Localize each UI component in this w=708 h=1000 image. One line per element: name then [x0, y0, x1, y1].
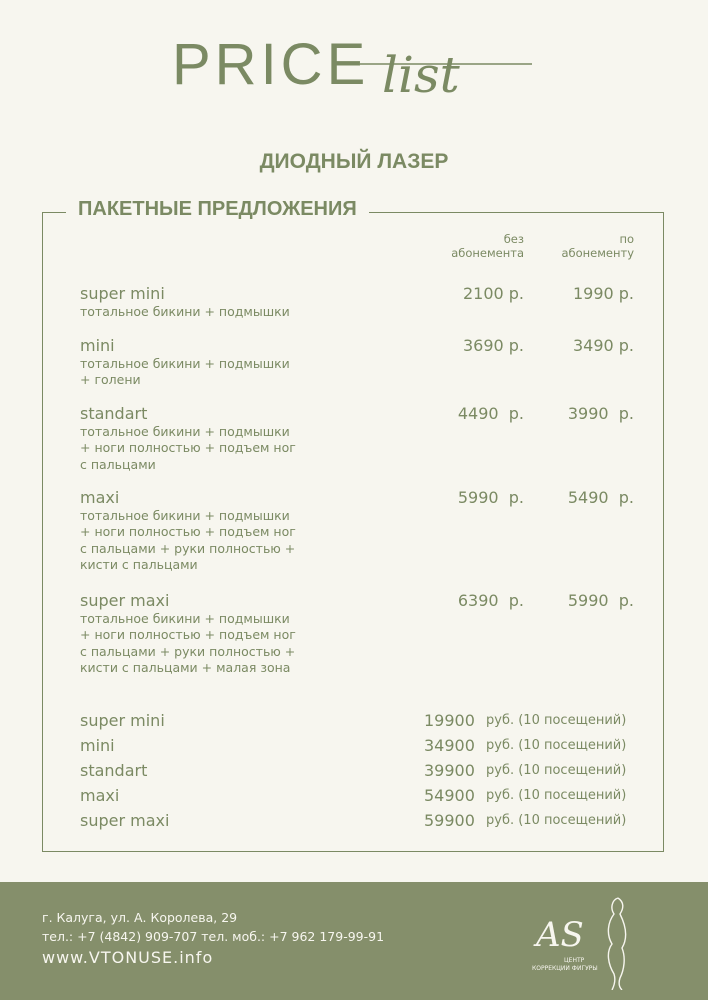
- price-subscription: 5990 р.: [567, 591, 634, 610]
- package-description-line: тотальное бикини + подмышки: [80, 508, 290, 523]
- section-title: ПАКЕТНЫЕ ПРЕДЛОЖЕНИЯ: [66, 198, 369, 221]
- price-subscription: 1990 р.: [572, 284, 634, 303]
- subscription-unit: руб. (10 посещений): [486, 763, 627, 778]
- package-description-line: тотальное бикини + подмышки: [80, 304, 290, 319]
- subscription-name: mini: [80, 736, 115, 755]
- package-name: super mini: [80, 284, 165, 303]
- price-subscription: 3490 р.: [572, 336, 634, 355]
- footer-website-link[interactable]: www.VTONUSE.info: [42, 948, 214, 967]
- svg-text:ЦЕНТР: ЦЕНТР: [564, 957, 585, 964]
- footer-address: г. Калуга, ул. А. Королева, 29: [42, 910, 238, 925]
- package-description-line: кисти с пальцами + малая зона: [80, 659, 291, 675]
- package-item: [80, 405, 380, 473]
- price-no-subscription: 4490 р.: [457, 404, 524, 423]
- list-script-title: [360, 30, 540, 120]
- subscription-price: 39900: [424, 761, 475, 780]
- package-description-line: + ноги полностью + подъем ног: [80, 627, 296, 643]
- subscription-unit: руб. (10 посещений): [486, 813, 627, 828]
- subscription-name: maxi: [80, 786, 120, 805]
- package-description-line: тотальное бикини + подмышки: [80, 356, 290, 371]
- page-subtitle: ДИОДНЫЙ ЛАЗЕР: [259, 150, 449, 173]
- price-subscription: 3990 р.: [567, 404, 634, 423]
- package-description: [80, 508, 380, 573]
- package-description-line: кисти с пальцами: [80, 556, 198, 572]
- price-no-subscription: 2100 р.: [462, 284, 524, 303]
- package-item: [80, 285, 380, 320]
- svg-text:КОРРЕКЦИИ ФИГУРЫ: КОРРЕКЦИИ ФИГУРЫ: [532, 965, 598, 972]
- svg-text:AS: AS: [536, 915, 584, 955]
- subscription-unit: руб. (10 посещений): [486, 738, 627, 753]
- column-header-subscription: по абонементу: [561, 232, 634, 260]
- package-description: [80, 611, 380, 676]
- subscription-price: 19900: [424, 711, 475, 730]
- page-title: PRICE: [172, 32, 370, 97]
- subscription-price: 34900: [424, 736, 475, 755]
- package-item: [80, 337, 380, 389]
- package-description-line: + ноги полностью + подъем ног: [80, 440, 296, 456]
- subscription-price: 59900: [424, 811, 475, 830]
- package-description-line: с пальцами: [80, 456, 156, 472]
- package-description-line: с пальцами + руки полностью +: [80, 540, 296, 556]
- subscription-name: super maxi: [80, 811, 170, 830]
- package-name: maxi: [80, 488, 120, 507]
- subscription-price: 54900: [424, 786, 475, 805]
- price-subscription: 5490 р.: [567, 488, 634, 507]
- price-no-subscription: 6390 р.: [457, 591, 524, 610]
- package-description-line: с пальцами + руки полностью +: [80, 643, 296, 659]
- package-name: mini: [80, 336, 115, 355]
- subscription-name: standart: [80, 761, 148, 780]
- package-description-line: + голени: [80, 372, 141, 388]
- package-description: [80, 424, 380, 473]
- package-description-line: тотальное бикини + подмышки: [80, 611, 290, 626]
- package-item: [80, 489, 380, 573]
- subscription-name: super mini: [80, 711, 165, 730]
- package-description-line: + ноги полностью + подъем ног: [80, 524, 296, 540]
- column-header-no-subscription: без абонемента: [451, 232, 524, 260]
- company-logo: [528, 890, 640, 990]
- subscription-unit: руб. (10 посещений): [486, 788, 627, 803]
- price-no-subscription: 5990 р.: [457, 488, 524, 507]
- footer-phones: тел.: +7 (4842) 909-707 тел. моб.: +7 962 179-99-91: [42, 929, 385, 944]
- svg-text:list: list: [382, 46, 460, 104]
- price-no-subscription: 3690 р.: [462, 336, 524, 355]
- package-item: [80, 592, 380, 676]
- package-description-line: тотальное бикини + подмышки: [80, 424, 290, 439]
- package-description: [80, 304, 380, 320]
- subscription-unit: руб. (10 посещений): [486, 713, 627, 728]
- package-description: [80, 356, 380, 389]
- package-name: standart: [80, 404, 148, 423]
- package-name: super maxi: [80, 591, 170, 610]
